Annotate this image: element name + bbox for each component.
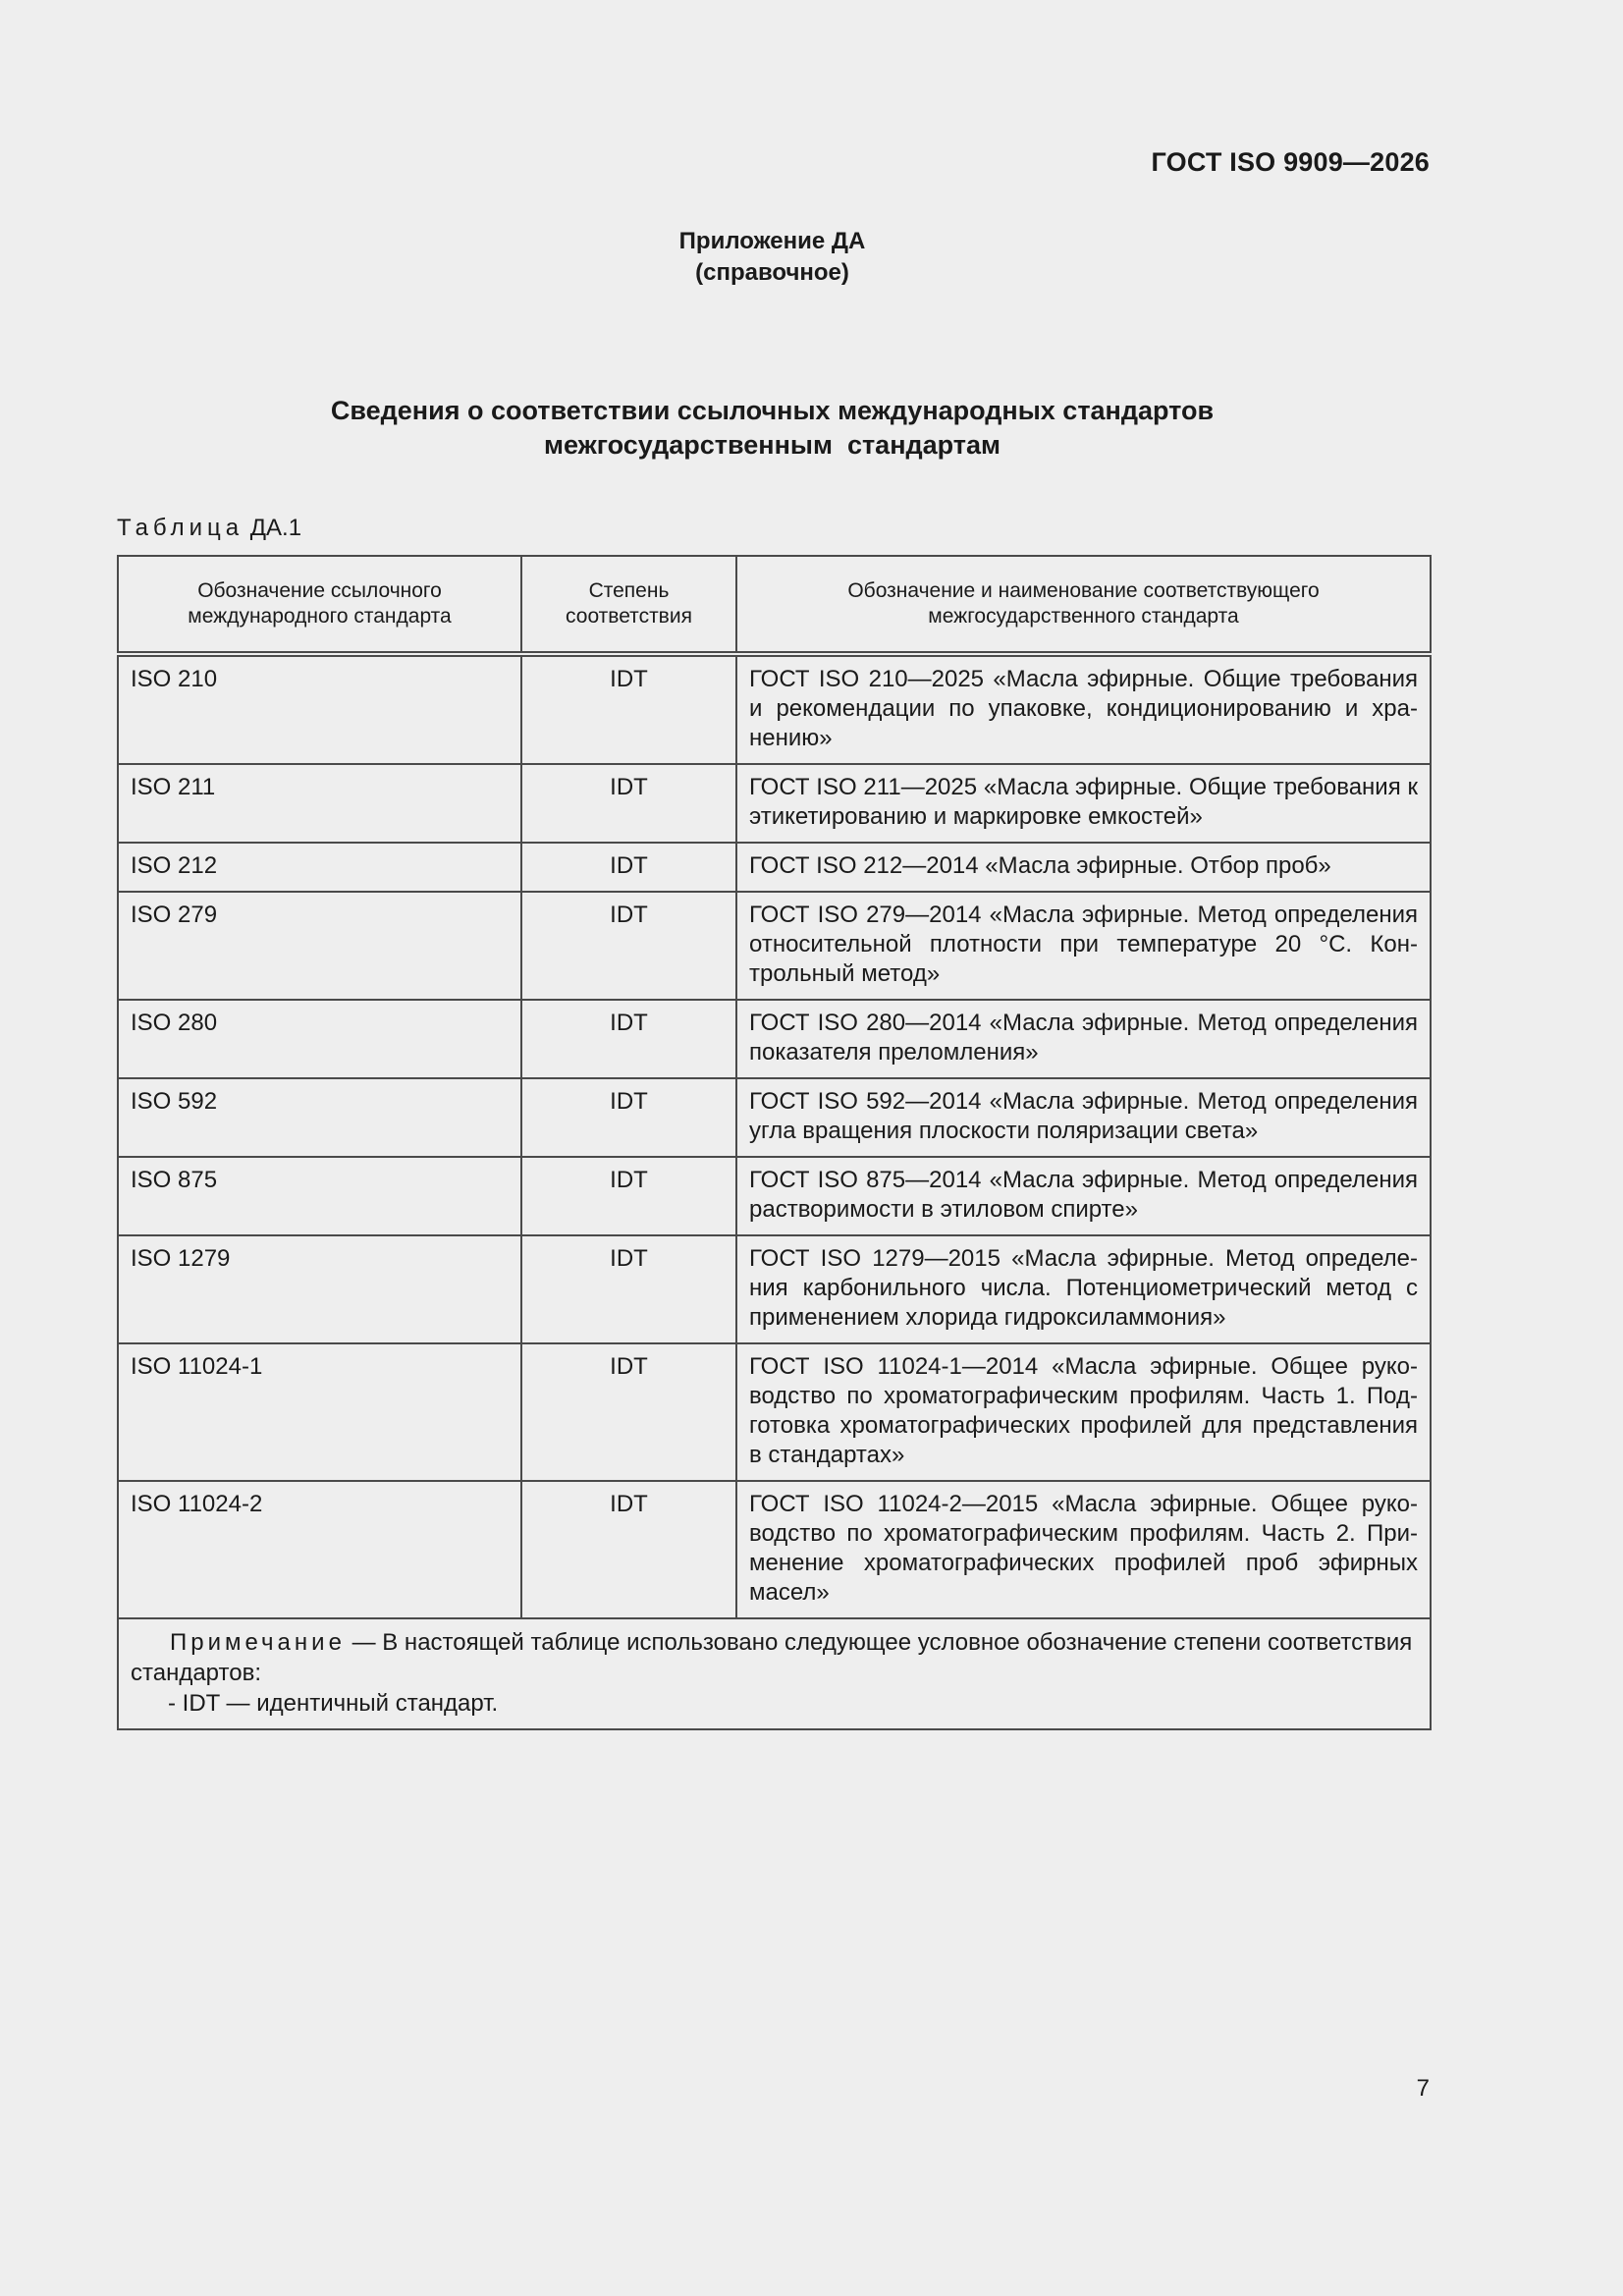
- table-caption: [117, 515, 301, 542]
- header-reference-standard: [118, 556, 521, 654]
- table-row: [118, 1343, 1431, 1481]
- header-col2-line1: Степень: [588, 579, 670, 602]
- cell-title: ГОСТ ISO 212—2014 «Масла эфирные. Отбор проб»: [736, 843, 1431, 892]
- document-code: ГОСТ ISO 9909—2026: [1151, 147, 1430, 177]
- note-item: - IDT — идентичный стандарт.: [168, 1690, 499, 1717]
- page-number: 7: [1416, 2075, 1430, 2102]
- section-title-line2: межгосударственным стандартам: [543, 430, 1001, 460]
- cell-title: ГОСТ ISO 592—2014 «Масла эфирные. Метод определения угла вращения плоскости поляризации света»: [736, 1078, 1431, 1157]
- cell-title: ГОСТ ISO 11024-1—2014 «Масла эфирные. Общее руководство по хроматографическим профилям. Часть 1. Подготовка хроматографических профилей для представления в стандартах»: [736, 1343, 1431, 1481]
- cell-title: ГОСТ ISO 1279—2015 «Масла эфирные. Метод определения карбонильного числа. Потенциометрический метод с применением хлорида гидроксиламмония»: [736, 1235, 1431, 1343]
- header-col2-line2: соответствия: [566, 605, 692, 628]
- header-col3-line2: межгосударственного стандарта: [928, 605, 1239, 628]
- appendix-subtitle: (справочное): [695, 259, 849, 286]
- header-degree: [521, 556, 736, 654]
- table-row: [118, 1481, 1431, 1618]
- note-text: — В настоящей таблице использовано следующее условное обозначение степени соответствия стандартов:: [131, 1629, 1413, 1686]
- cell-degree: IDT: [521, 1157, 736, 1235]
- table-row: [118, 843, 1431, 892]
- appendix-title: Приложение ДА: [678, 228, 866, 254]
- table-header-row: [118, 556, 1431, 654]
- table-row: [118, 1235, 1431, 1343]
- table-row: [118, 892, 1431, 1000]
- cell-degree: IDT: [521, 764, 736, 843]
- table-row: [118, 1157, 1431, 1235]
- cell-reference: ISO 212: [118, 843, 521, 892]
- table-row: [118, 654, 1431, 764]
- table-caption-number: ДА.1: [249, 515, 302, 541]
- cell-degree: IDT: [521, 843, 736, 892]
- cell-reference: ISO 592: [118, 1078, 521, 1157]
- cell-reference: ISO 211: [118, 764, 521, 843]
- cell-title: ГОСТ ISO 210—2025 «Масла эфирные. Общие требования и рекомендации по упаковке, кондиционированию и хранению»: [736, 654, 1431, 764]
- cell-degree: IDT: [521, 892, 736, 1000]
- cell-title: ГОСТ ISO 875—2014 «Масла эфирные. Метод определения растворимости в этиловом спирте»: [736, 1157, 1431, 1235]
- cell-title: ГОСТ ISO 211—2025 «Масла эфирные. Общие требования к этикетированию и маркировке емкостей»: [736, 764, 1431, 843]
- header-interstate-standard: [736, 556, 1431, 654]
- section-title-line1: Сведения о соответствии ссылочных международных стандартов: [330, 396, 1215, 425]
- cell-degree: IDT: [521, 654, 736, 764]
- cell-reference: ISO 210: [118, 654, 521, 764]
- table-row: [118, 764, 1431, 843]
- cell-reference: ISO 280: [118, 1000, 521, 1078]
- appendix-heading: [0, 226, 1544, 289]
- table-row: [118, 1000, 1431, 1078]
- table-note-row: [118, 1618, 1431, 1729]
- header-col3-line1: Обозначение и наименование соответствующего: [847, 579, 1320, 602]
- standards-table: [117, 555, 1432, 1730]
- cell-degree: IDT: [521, 1000, 736, 1078]
- cell-degree: IDT: [521, 1481, 736, 1618]
- table-caption-word: Таблица: [117, 515, 244, 541]
- header-col1-line2: международного стандарта: [188, 605, 452, 628]
- cell-reference: ISO 875: [118, 1157, 521, 1235]
- cell-reference: ISO 279: [118, 892, 521, 1000]
- cell-title: ГОСТ ISO 280—2014 «Масла эфирные. Метод определения показателя преломления»: [736, 1000, 1431, 1078]
- section-title: [0, 394, 1544, 463]
- header-col1-line1: Обозначение ссылочного: [197, 579, 442, 602]
- cell-title: ГОСТ ISO 279—2014 «Масла эфирные. Метод определения относительной плотности при температуре 20 °С. Контрольный метод»: [736, 892, 1431, 1000]
- cell-degree: IDT: [521, 1343, 736, 1481]
- cell-reference: ISO 1279: [118, 1235, 521, 1343]
- cell-degree: IDT: [521, 1235, 736, 1343]
- table-row: [118, 1078, 1431, 1157]
- cell-title: ГОСТ ISO 11024-2—2015 «Масла эфирные. Общее руководство по хроматографическим профилям. Часть 2. Применение хроматографических профилей проб эфирных масел»: [736, 1481, 1431, 1618]
- cell-reference: ISO 11024-1: [118, 1343, 521, 1481]
- table-note: [118, 1618, 1431, 1729]
- note-label: Примечание: [170, 1629, 346, 1656]
- cell-degree: IDT: [521, 1078, 736, 1157]
- cell-reference: ISO 11024-2: [118, 1481, 521, 1618]
